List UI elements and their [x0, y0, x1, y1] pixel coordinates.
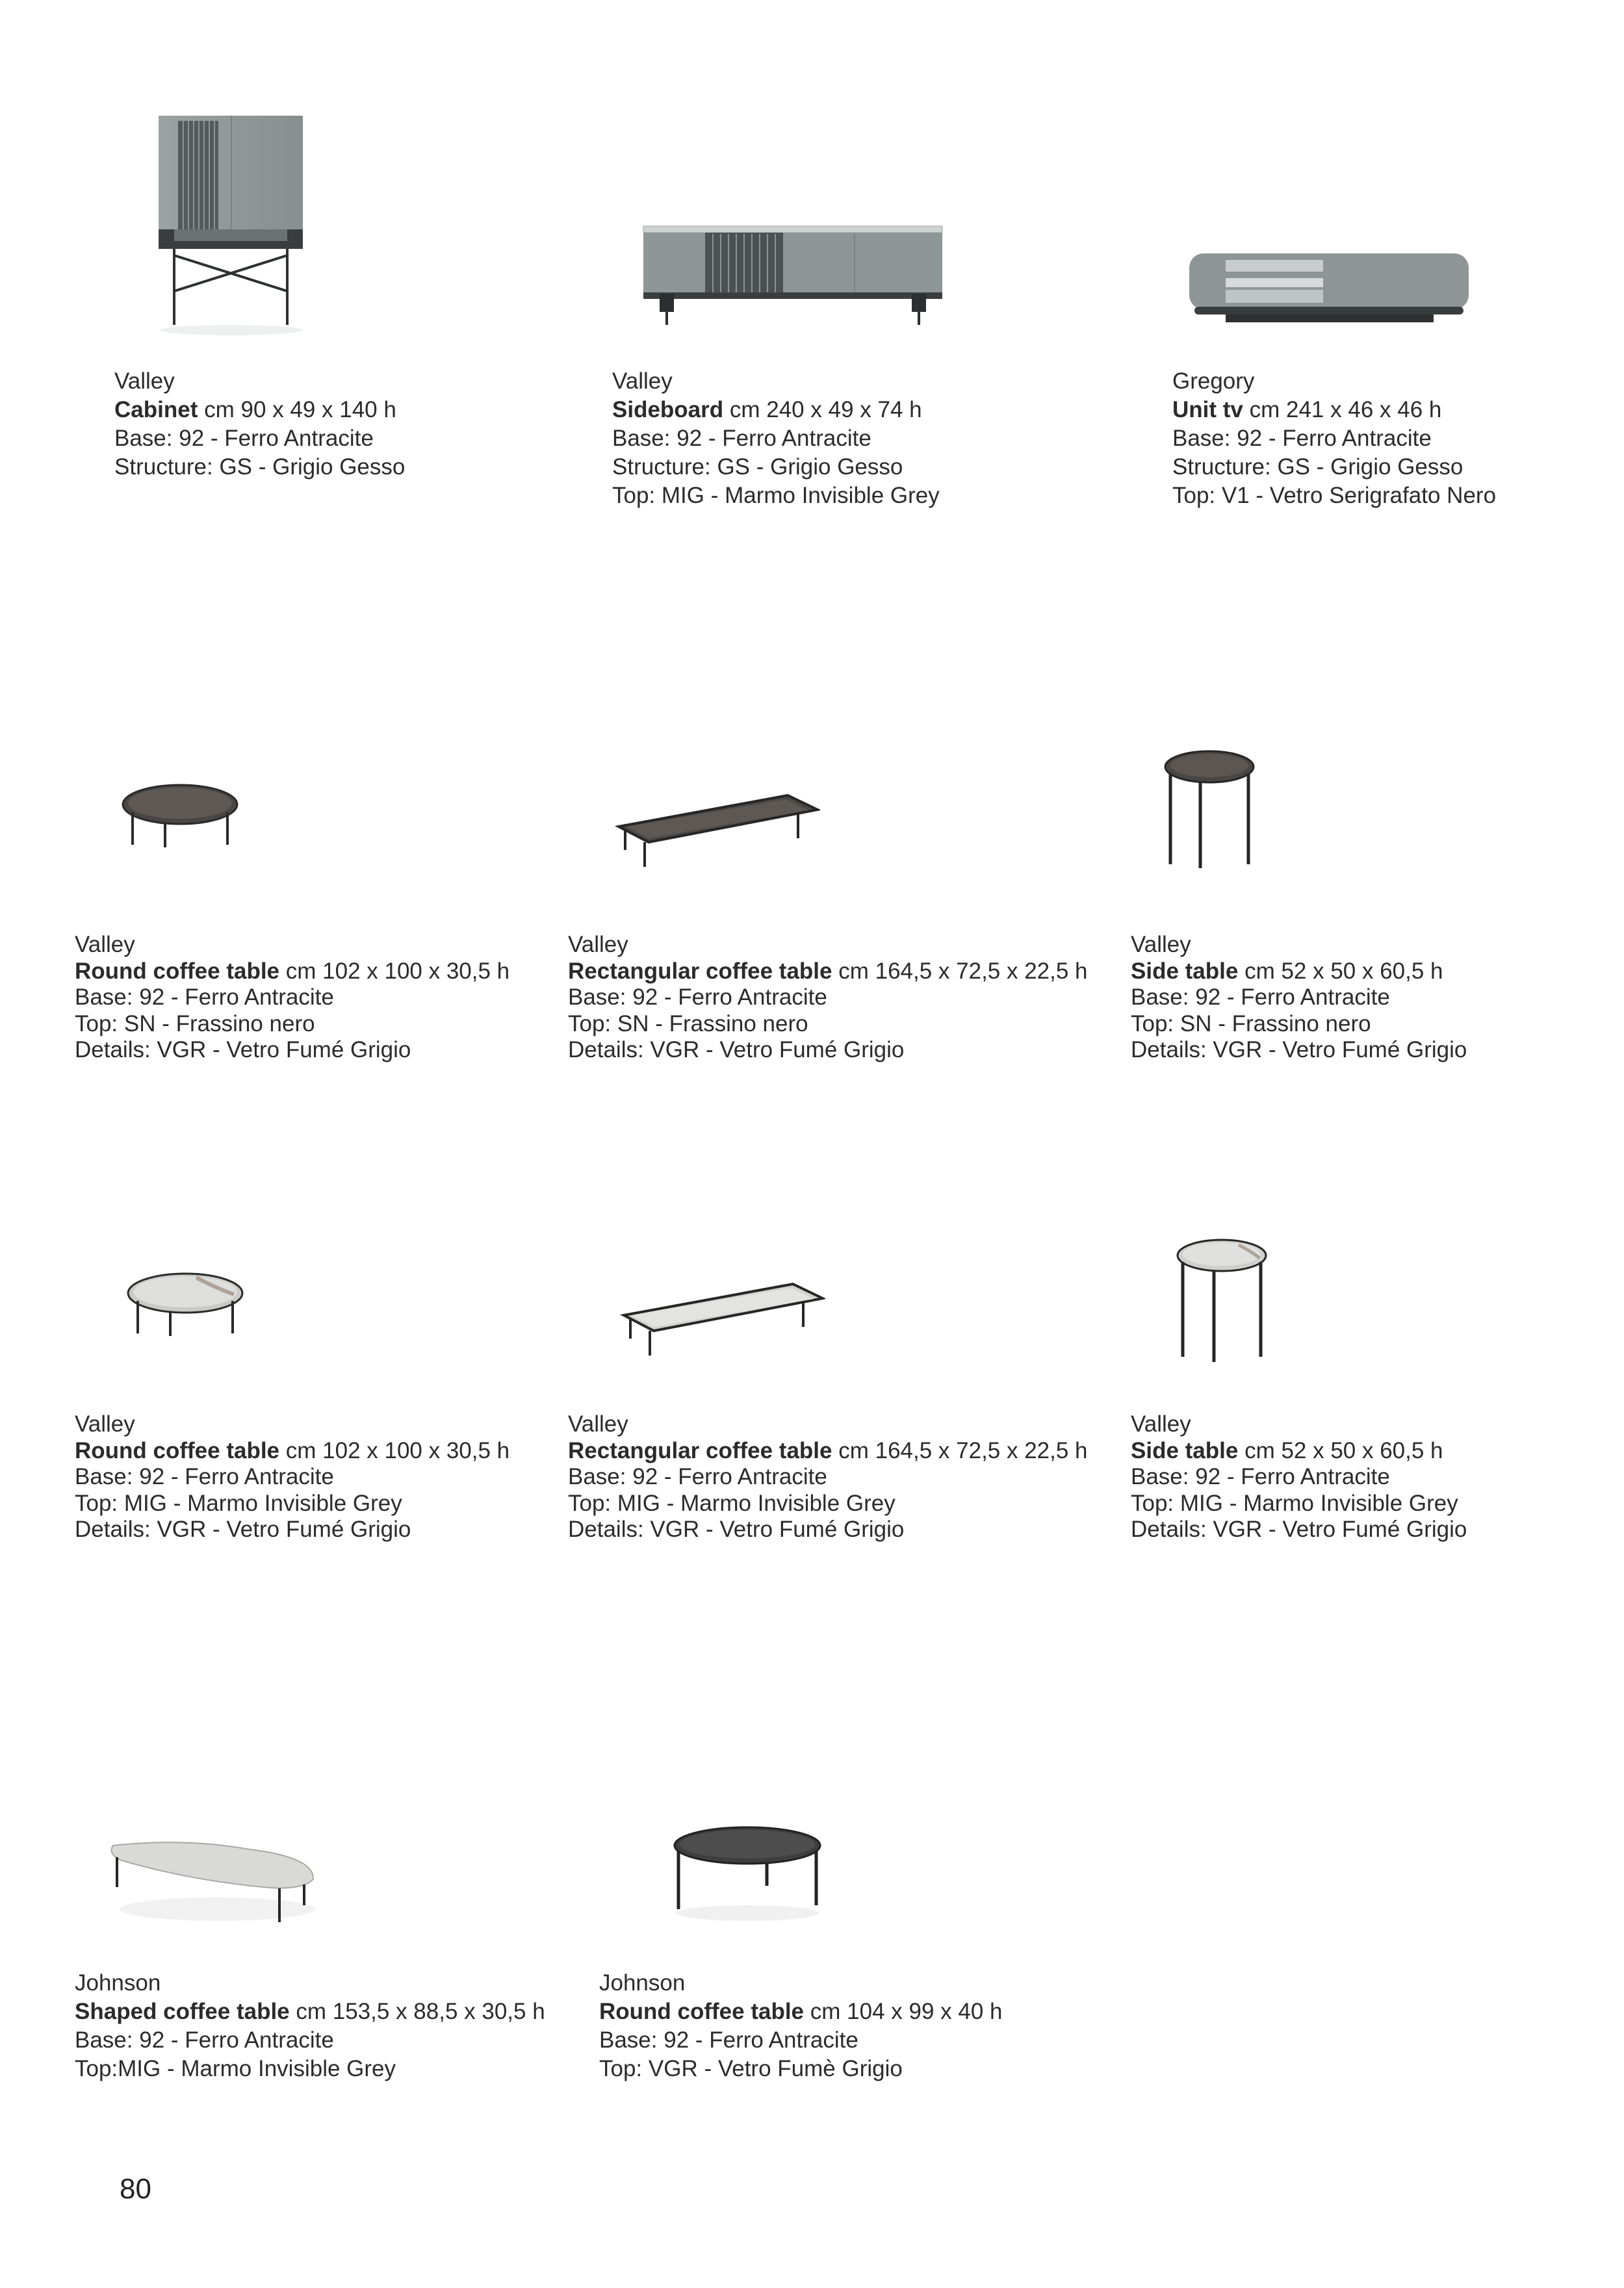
- product-dimensions: cm 104 x 99 x 40 h: [810, 1999, 1003, 2024]
- product-spec: Base: 92 - Ferro Antracite: [1172, 426, 1432, 451]
- product-spec: Structure: GS - Grigio Gesso: [114, 454, 406, 480]
- product-brand: Gregory: [1172, 368, 1255, 394]
- product-caption: [1172, 367, 1496, 510]
- product-title-line: [568, 1438, 1088, 1465]
- rectangular-coffee-table-icon: [617, 1279, 825, 1359]
- cabinet-icon: [148, 116, 315, 340]
- product-spec: Top: VGR - Vetro Fumè Grigio: [599, 2056, 903, 2081]
- product-spec: Base: 92 - Ferro Antracite: [75, 2027, 334, 2053]
- product-brand: Valley: [568, 932, 628, 957]
- product-spec: Base: 92 - Ferro Antracite: [599, 2027, 858, 2053]
- product-spec: Top: SN - Frassino nero: [568, 1010, 808, 1036]
- product-caption: [75, 932, 509, 1064]
- product-title-line: [1131, 958, 1467, 985]
- tv-unit-image: [1187, 250, 1471, 325]
- product-spec: Details: VGR - Vetro Fumé Grigio: [1131, 1517, 1467, 1542]
- product-name: Rectangular coffee table: [568, 958, 832, 984]
- product-name: Unit tv: [1172, 397, 1243, 422]
- side-table-icon: [1174, 1236, 1270, 1366]
- product-dimensions: cm 52 x 50 x 60,5 h: [1244, 1437, 1443, 1463]
- product-dimensions: cm 164,5 x 72,5 x 22,5 h: [838, 1437, 1088, 1463]
- product-dimensions: cm 102 x 100 x 30,5 h: [285, 1437, 510, 1463]
- product-spec: Base: 92 - Ferro Antracite: [612, 426, 871, 451]
- product-spec: Top: MIG - Marmo Invisible Grey: [1131, 1490, 1458, 1516]
- product-spec: Details: VGR - Vetro Fumé Grigio: [568, 1037, 905, 1062]
- cabinet-image: [148, 116, 315, 340]
- product-name: Round coffee table: [75, 1437, 280, 1463]
- round-coffee-table-icon: [120, 780, 240, 850]
- product-dimensions: cm 90 x 49 x 140 h: [204, 397, 396, 422]
- round-coffee-table-icon: [125, 1268, 246, 1339]
- product-brand: Valley: [612, 368, 673, 394]
- product-spec: Top: SN - Frassino nero: [75, 1010, 315, 1036]
- product-name: Cabinet: [114, 397, 198, 422]
- product-spec: Structure: GS - Grigio Gesso: [1172, 454, 1463, 480]
- product-dimensions: cm 153,5 x 88,5 x 30,5 h: [296, 1999, 545, 2024]
- product-title-line: [612, 396, 940, 424]
- product-title-line: [114, 396, 405, 424]
- page-number: 80: [120, 2173, 151, 2205]
- product-title-line: [75, 1438, 509, 1465]
- product-title-line: [75, 1998, 545, 2026]
- product-spec: Base: 92 - Ferro Antracite: [1131, 1464, 1390, 1489]
- product-dimensions: cm 240 x 49 x 74 h: [729, 397, 922, 422]
- product-name: Shaped coffee table: [75, 1999, 290, 2024]
- sideboard-image: [640, 221, 946, 331]
- side-table-icon: [1161, 747, 1257, 871]
- product-brand: Valley: [75, 1411, 135, 1437]
- product-dimensions: cm 241 x 46 x 46 h: [1249, 397, 1442, 422]
- product-name: Rectangular coffee table: [568, 1437, 832, 1463]
- round-coffee-table-image: [120, 780, 240, 850]
- shaped-coffee-table-icon: [107, 1834, 318, 1925]
- product-name: Round coffee table: [599, 1999, 805, 2024]
- product-title-line: [1172, 396, 1496, 424]
- product-brand: Johnson: [599, 1970, 686, 1996]
- product-spec: Top:MIG - Marmo Invisible Grey: [75, 2056, 396, 2081]
- product-brand: Johnson: [75, 1970, 161, 1996]
- product-caption: [114, 367, 405, 482]
- product-brand: Valley: [1131, 932, 1191, 957]
- product-caption: [568, 1411, 1088, 1543]
- shaped-coffee-table-image: [107, 1834, 318, 1925]
- product-dimensions: cm 52 x 50 x 60,5 h: [1244, 958, 1443, 984]
- rectangular-coffee-table-image: [617, 1279, 825, 1359]
- product-caption: [1131, 1411, 1467, 1543]
- product-caption: [75, 1969, 545, 2083]
- product-spec: Top: MIG - Marmo Invisible Grey: [75, 1490, 402, 1516]
- product-spec: Base: 92 - Ferro Antracite: [1131, 984, 1390, 1010]
- product-name: Side table: [1131, 958, 1239, 984]
- product-caption: [568, 932, 1088, 1064]
- product-brand: Valley: [1131, 1411, 1191, 1437]
- rectangular-coffee-table-image: [612, 790, 820, 871]
- product-spec: Base: 92 - Ferro Antracite: [114, 426, 374, 451]
- product-brand: Valley: [568, 1411, 628, 1437]
- product-dimensions: cm 102 x 100 x 30,5 h: [285, 958, 510, 984]
- product-caption: [75, 1411, 509, 1543]
- side-table-image: [1161, 747, 1257, 871]
- product-spec: Top: MIG - Marmo Invisible Grey: [612, 483, 940, 508]
- product-spec: Base: 92 - Ferro Antracite: [75, 984, 334, 1010]
- product-title-line: [599, 1998, 1003, 2026]
- product-spec: Base: 92 - Ferro Antracite: [568, 1464, 827, 1489]
- product-spec: Base: 92 - Ferro Antracite: [75, 1464, 334, 1489]
- product-name: Sideboard: [612, 397, 724, 422]
- product-spec: Structure: GS - Grigio Gesso: [612, 454, 903, 480]
- product-title-line: [75, 958, 509, 985]
- product-name: Side table: [1131, 1437, 1239, 1463]
- product-caption: [1131, 932, 1467, 1064]
- product-dimensions: cm 164,5 x 72,5 x 22,5 h: [838, 958, 1088, 984]
- tv-unit-icon: [1187, 250, 1471, 325]
- product-spec: Details: VGR - Vetro Fumé Grigio: [75, 1517, 411, 1542]
- product-spec: Top: V1 - Vetro Serigrafato Nero: [1172, 483, 1497, 508]
- product-spec: Details: VGR - Vetro Fumé Grigio: [75, 1037, 411, 1062]
- round-coffee-table-image: [669, 1825, 825, 1922]
- sideboard-icon: [640, 221, 946, 331]
- product-spec: Base: 92 - Ferro Antracite: [568, 984, 827, 1010]
- product-brand: Valley: [114, 368, 175, 394]
- side-table-image: [1174, 1236, 1270, 1366]
- product-caption: [612, 367, 940, 510]
- round-coffee-table-image: [125, 1268, 246, 1339]
- product-spec: Details: VGR - Vetro Fumé Grigio: [568, 1517, 905, 1542]
- product-spec: Top: MIG - Marmo Invisible Grey: [568, 1490, 896, 1516]
- product-title-line: [568, 958, 1088, 985]
- product-spec: Top: SN - Frassino nero: [1131, 1010, 1371, 1036]
- product-title-line: [1131, 1438, 1467, 1465]
- product-caption: [599, 1969, 1003, 2083]
- product-brand: Valley: [75, 932, 135, 957]
- product-spec: Details: VGR - Vetro Fumé Grigio: [1131, 1037, 1467, 1062]
- round-coffee-table-icon: [669, 1825, 825, 1922]
- product-name: Round coffee table: [75, 958, 280, 984]
- rectangular-coffee-table-icon: [612, 790, 820, 871]
